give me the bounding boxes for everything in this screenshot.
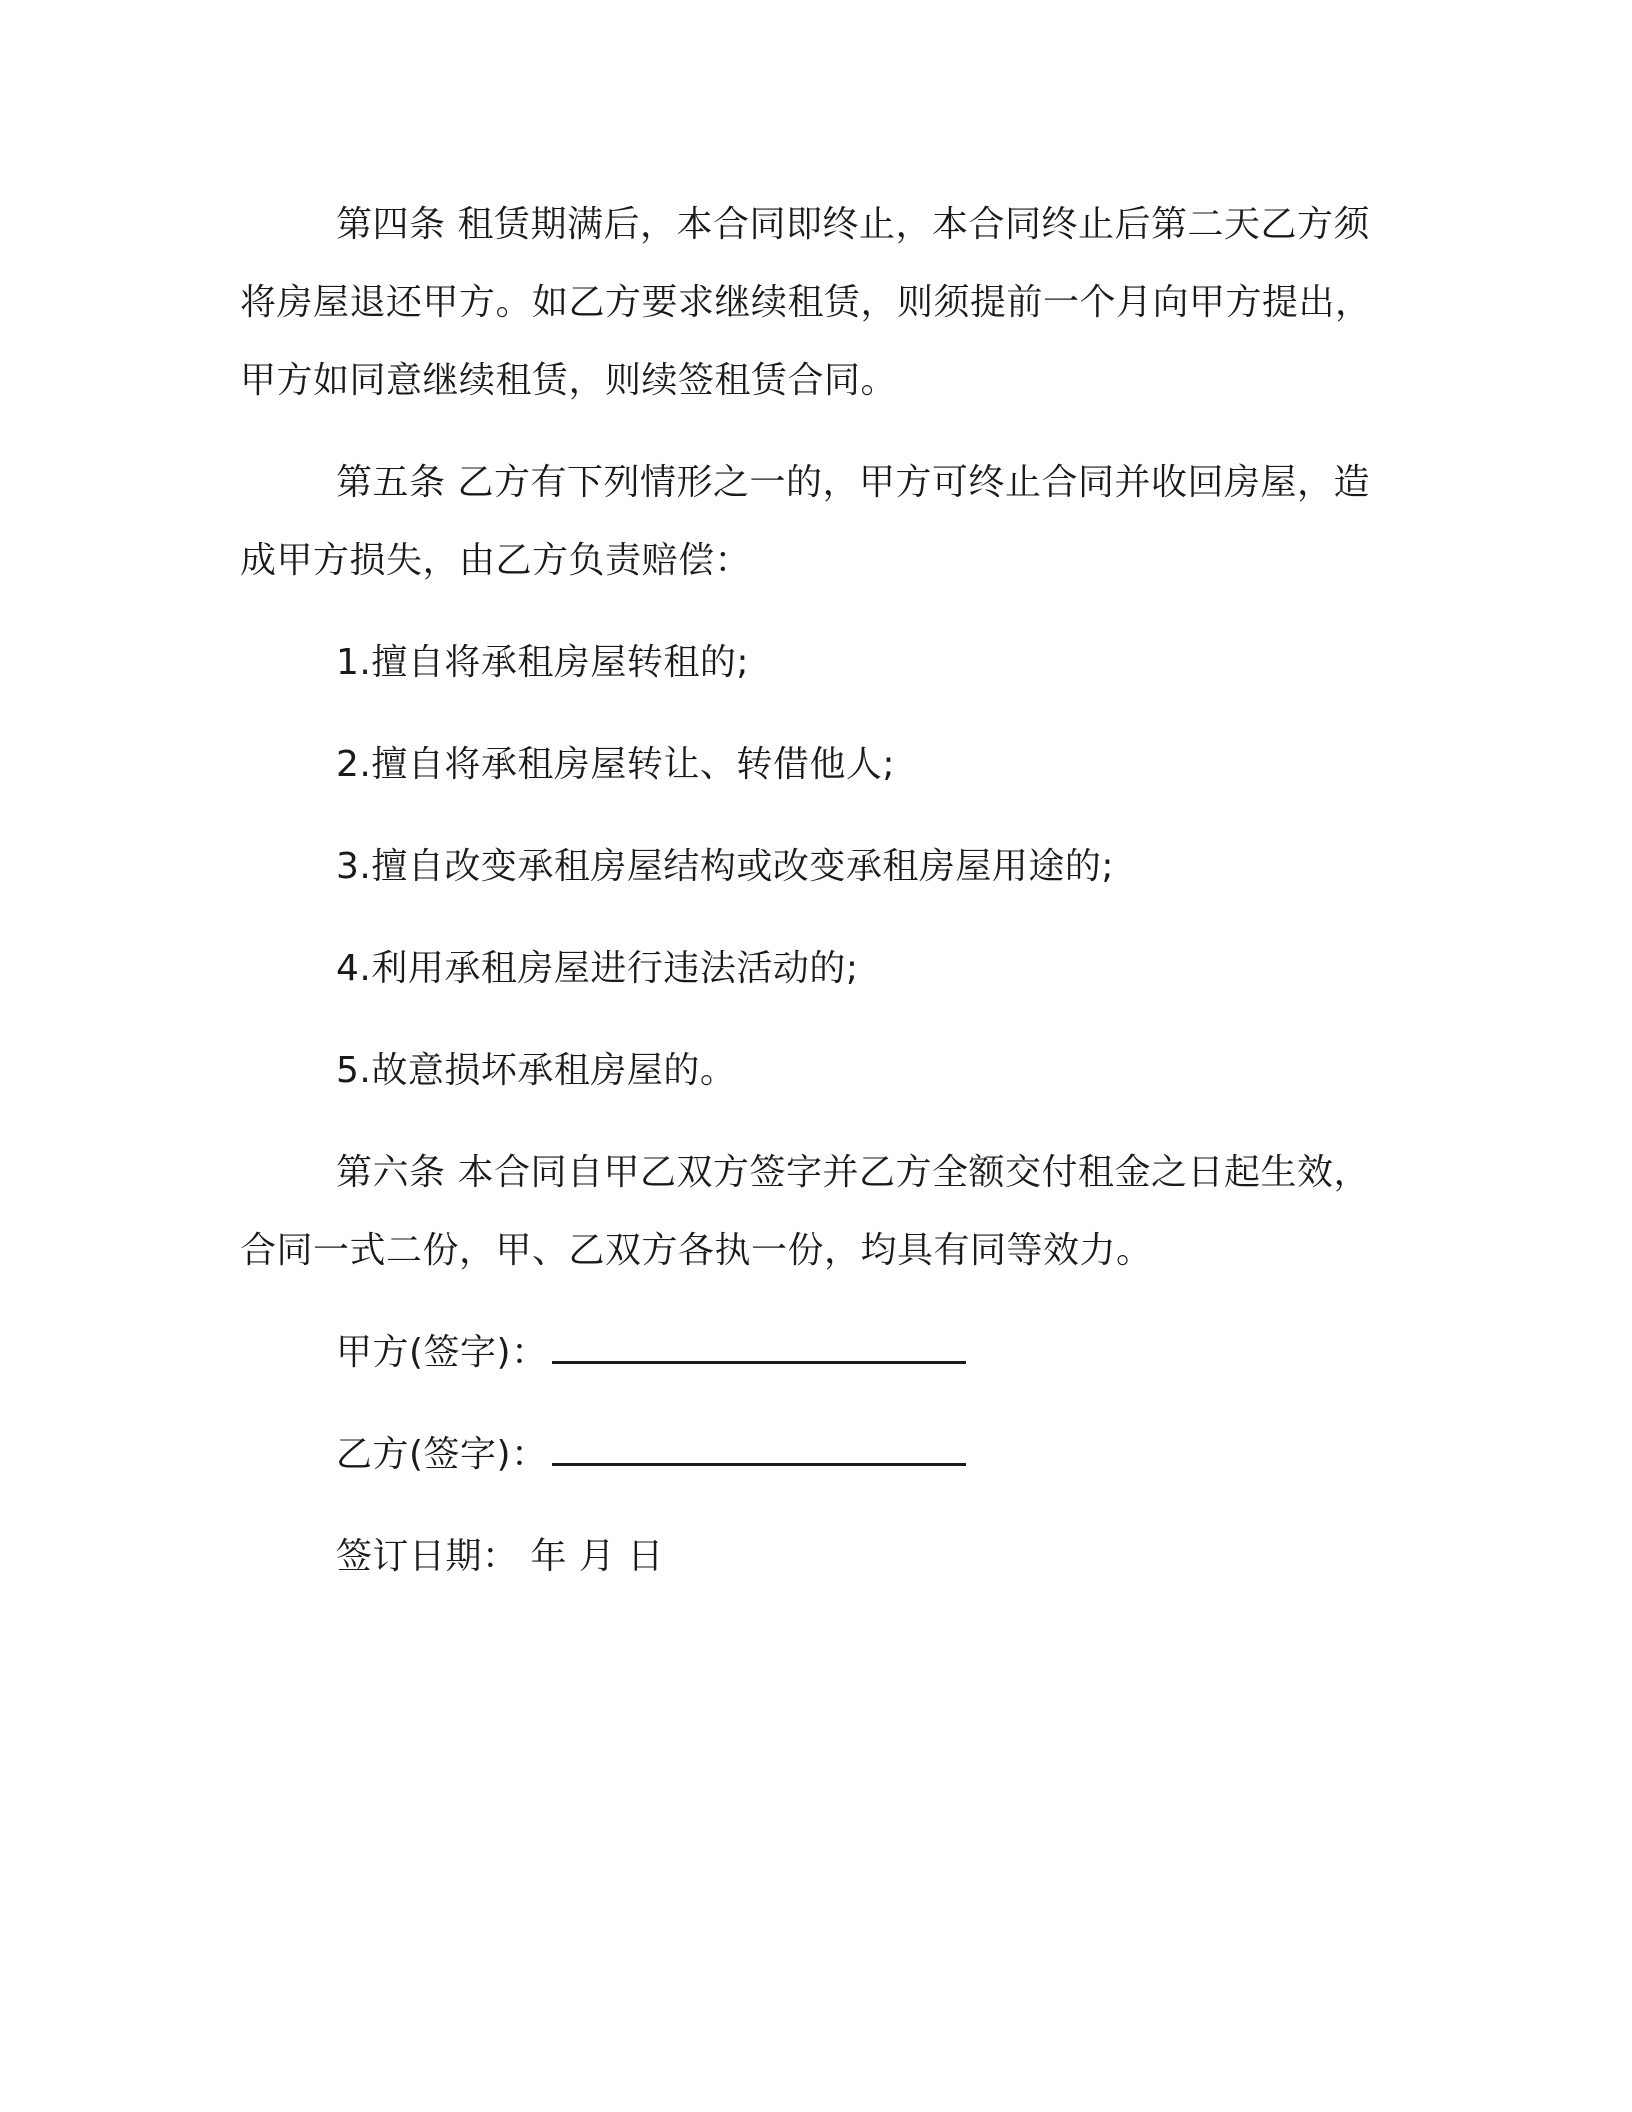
date-label: 签订日期： [336,1536,519,1577]
party-b-signature-blank [552,1433,966,1466]
party-b-label: 乙方(签字)： [336,1434,548,1475]
party-a-signature-blank [552,1331,966,1364]
date-value: 年 月 日 [518,1536,664,1577]
list-item: 4.利用承租房屋进行违法活动的; [336,948,859,989]
list-item: 3.擅自改变承租房屋结构或改变承租房屋用途的; [336,846,1114,887]
list-item: 1.擅自将承租房屋转租的; [336,642,749,683]
signing-date [240,1518,1400,1596]
party-a-signature [240,1314,1400,1392]
article-6: 第六条 本合同自甲乙双方签字并乙方全额交付租金之日起生效，合同一式二份，甲、乙双方各执一份，均具有同等效力。 [240,1152,1370,1271]
document-body [240,186,1400,1620]
list-item: 2.擅自将承租房屋转让、转借他人; [336,744,895,785]
list-item: 5.故意损坏承租房屋的。 [336,1050,737,1091]
party-a-label: 甲方(签字)： [336,1332,548,1373]
party-b-signature [240,1416,1400,1494]
article-4: 第四条 租赁期满后，本合同即终止，本合同终止后第二天乙方须将房屋退还甲方。如乙方要求继续租赁，则须提前一个月向甲方提出，甲方如同意继续租赁，则续签租赁合同。 [240,204,1372,401]
article-5: 第五条 乙方有下列情形之一的，甲方可终止合同并收回房屋，造成甲方损失，由乙方负责赔偿： [240,462,1370,581]
